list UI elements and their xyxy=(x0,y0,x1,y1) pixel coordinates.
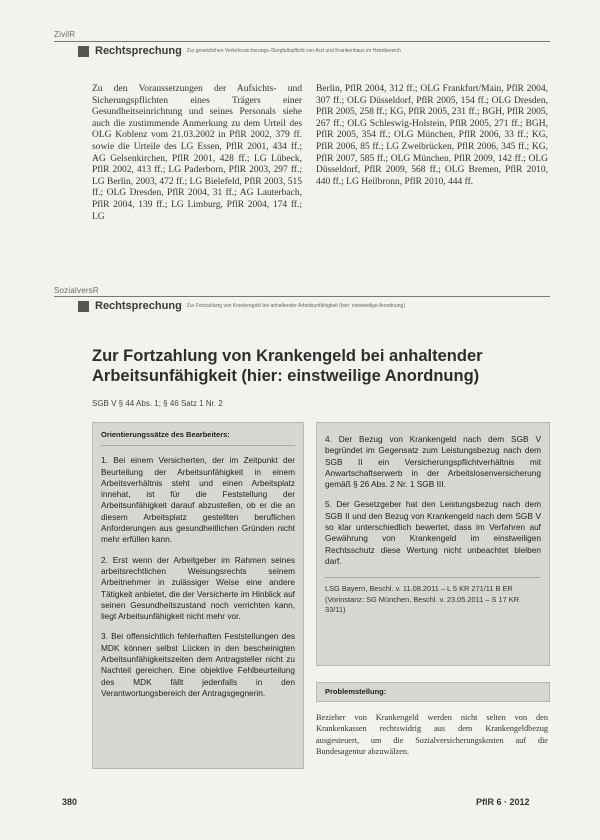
orientation-heading: Orientierungssätze des Bearbeiters: xyxy=(101,429,295,446)
journal-issue: PflR 6 · 2012 xyxy=(476,797,530,807)
section-subheading: Zur Fortzahlung von Krankengeld bei anhaltender Arbeitsunfähigkeit (hier: einstweilige Anordnung) xyxy=(186,303,405,309)
orientation-point-4: 4. Der Bezug von Krankengeld nach dem SGB V begründet im Gegensatz zum Leistungsbezug nach dem SGB II ein Versicherungspflichtverhältnis mit Anwartschaftserwerb in der Arbeitslosenversicherung gemäß § 26 Abs. 2 Nr. 1 SGB III. xyxy=(325,434,541,490)
section-marker-square xyxy=(78,46,89,57)
section-tag-second: SozialversR xyxy=(54,286,99,295)
problem-heading: Problemstellung: xyxy=(325,687,387,696)
court-reference: LSG Bayern, Beschl. v. 11.08.2011 – L 5 KR 271/11 B ER (Vorinstanz: SG München, Beschl. v. 23.05.2011 – S 17 KR 33/11) xyxy=(325,577,541,616)
second-section-header xyxy=(78,300,550,312)
section-heading: Rechtsprechung xyxy=(95,300,182,312)
orientation-point-3: 3. Bei offensichtlich fehlerhaften Feststellungen des MDK können selbst Lücken in den bescheinigten Arbeitsunfähigkeitszeiten dem Antragsteller nicht zu Nachteil gereichen. Eine objektive Fehlbeurteilung des MDK fällt jedenfalls in den Verantwortungsbereich der Antragsgegnerin. xyxy=(101,631,295,698)
top-left-paragraph: Zu den Voraussetzungen der Aufsichts- und Sicherungspflichten eines Trägers einer Gesundheitseinrichtung und seines Personals siehe auch die zustimmende Anmerkung zu dem Urteil des OLG Koblenz vom 21.03.2002 in PflR 2002, 379 ff. sowie die Urteile des LG Essen, PflR 2001, 434 ff.; AG Gelsenkirchen, PflR 2001, 428 ff.; LG Lübeck, PflR 2002, 413 ff.; LG Paderborn, PflR 2003, 297 ff.; LG Berlin, 2003, 472 ff.; LG Bielefeld, PflR 2003, 515 ff.; OLG Dresden, PflR 2004, 31 ff.; AG Lauterbach, PflR 2004, 139 ff.; LG Limburg, PflR 2004, 174 ff.; LG xyxy=(92,84,302,222)
statute-reference: SGB V § 44 Abs. 1; § 46 Satz 1 Nr. 2 xyxy=(92,399,223,408)
section-marker-square xyxy=(78,301,89,312)
continued-orientation-box xyxy=(316,422,550,666)
orientation-point-5: 5. Der Gesetzgeber hat den Leistungsbezug nach dem SGB II und den Bezug von Krankengeld nach dem SGB V so klar unterschiedlich bewertet, dass im Verfahren auf Gewährung von Krankengeld im einstweiligen Rechtsschutz diese Wertung nicht unbeachtet bleiben darf. xyxy=(325,499,541,566)
orientation-point-1: 1. Bei einem Versicherten, der im Zeitpunkt der Beurteilung der Arbeitsunfähigkeit in einem Arbeitsverhältnis steht und einen Arbeitsplatz innehat, ist für die Feststellung der Arbeitsunfähigkeit darauf abzustellen, ob er die an diesem Arbeitsplatz gestellten beruflichen Anforderungen aus gesundheitlichen Gründen nicht mehr erfüllen kann. xyxy=(101,455,295,545)
problem-text: Bezieher von Krankengeld werden nicht selten von den Krankenkassen rechtswidrig aus dem Krankengeldbezug ausgesteuert, um die Sozialversicherungskosten auf die Bundesagentur abzuwälzen. xyxy=(316,713,548,756)
top-left-column xyxy=(92,84,302,223)
problem-heading-box xyxy=(316,682,550,702)
top-section-header xyxy=(78,45,550,57)
orientation-point-2: 2. Erst wenn der Arbeitgeber im Rahmen seines arbeitsrechtlichen Weisungsrechts seinem Arbeitnehmer in zulässiger Weise eine andere Tätigkeit anbietet, die der Versicherte im Hinblick auf seinen Gesundheitszustand noch verrichten kann, liegt Arbeitsunfähigkeit nicht mehr vor. xyxy=(101,554,295,622)
top-right-column xyxy=(316,84,548,188)
article-title: Zur Fortzahlung von Krankengeld bei anhaltender Arbeitsunfähigkeit (hier: einstweilige Anordnung) xyxy=(92,347,483,385)
orientation-box xyxy=(92,422,304,769)
section-subheading: Zur gesetzlichen Verkehrssicherungs-/Sorgfaltspflicht von Arzt und Krankenhaus im Heimbereich xyxy=(186,48,401,54)
section-tag-top: ZivilR xyxy=(54,30,76,39)
page-number: 380 xyxy=(62,797,78,807)
section-heading: Rechtsprechung xyxy=(95,45,182,57)
top-rule xyxy=(54,41,550,42)
top-right-paragraph: Berlin, PflR 2004, 312 ff.; OLG Frankfurt/Main, PflR 2004, 307 ff.; OLG Düsseldorf, PflR 2005, 154 ff.; OLG Dresden, PflR 2005, 258 ff.; KG, PflR 2005, 231 ff.; BGH, PflR 2005, 267 ff.; OLG Schleswig-Holstein, PflR 2005, 271 ff.; BGH, PflR 2005, 354 ff.; OLG München, PflR 2006, 33 ff.; KG, PflR 2006, 85 ff.; LG Zweibrücken, PflR 2006, 345 ff.; KG, PflR 2007, 585 ff.; OLG München, PflR 2009, 142 ff.; OLG Düsseldorf, PflR 2009, 568 ff.; OLG Bremen, PflR 2010, 440 ff.; LG Heilbronn, PflR 2010, 444 ff. xyxy=(316,84,548,187)
second-rule xyxy=(54,296,550,297)
